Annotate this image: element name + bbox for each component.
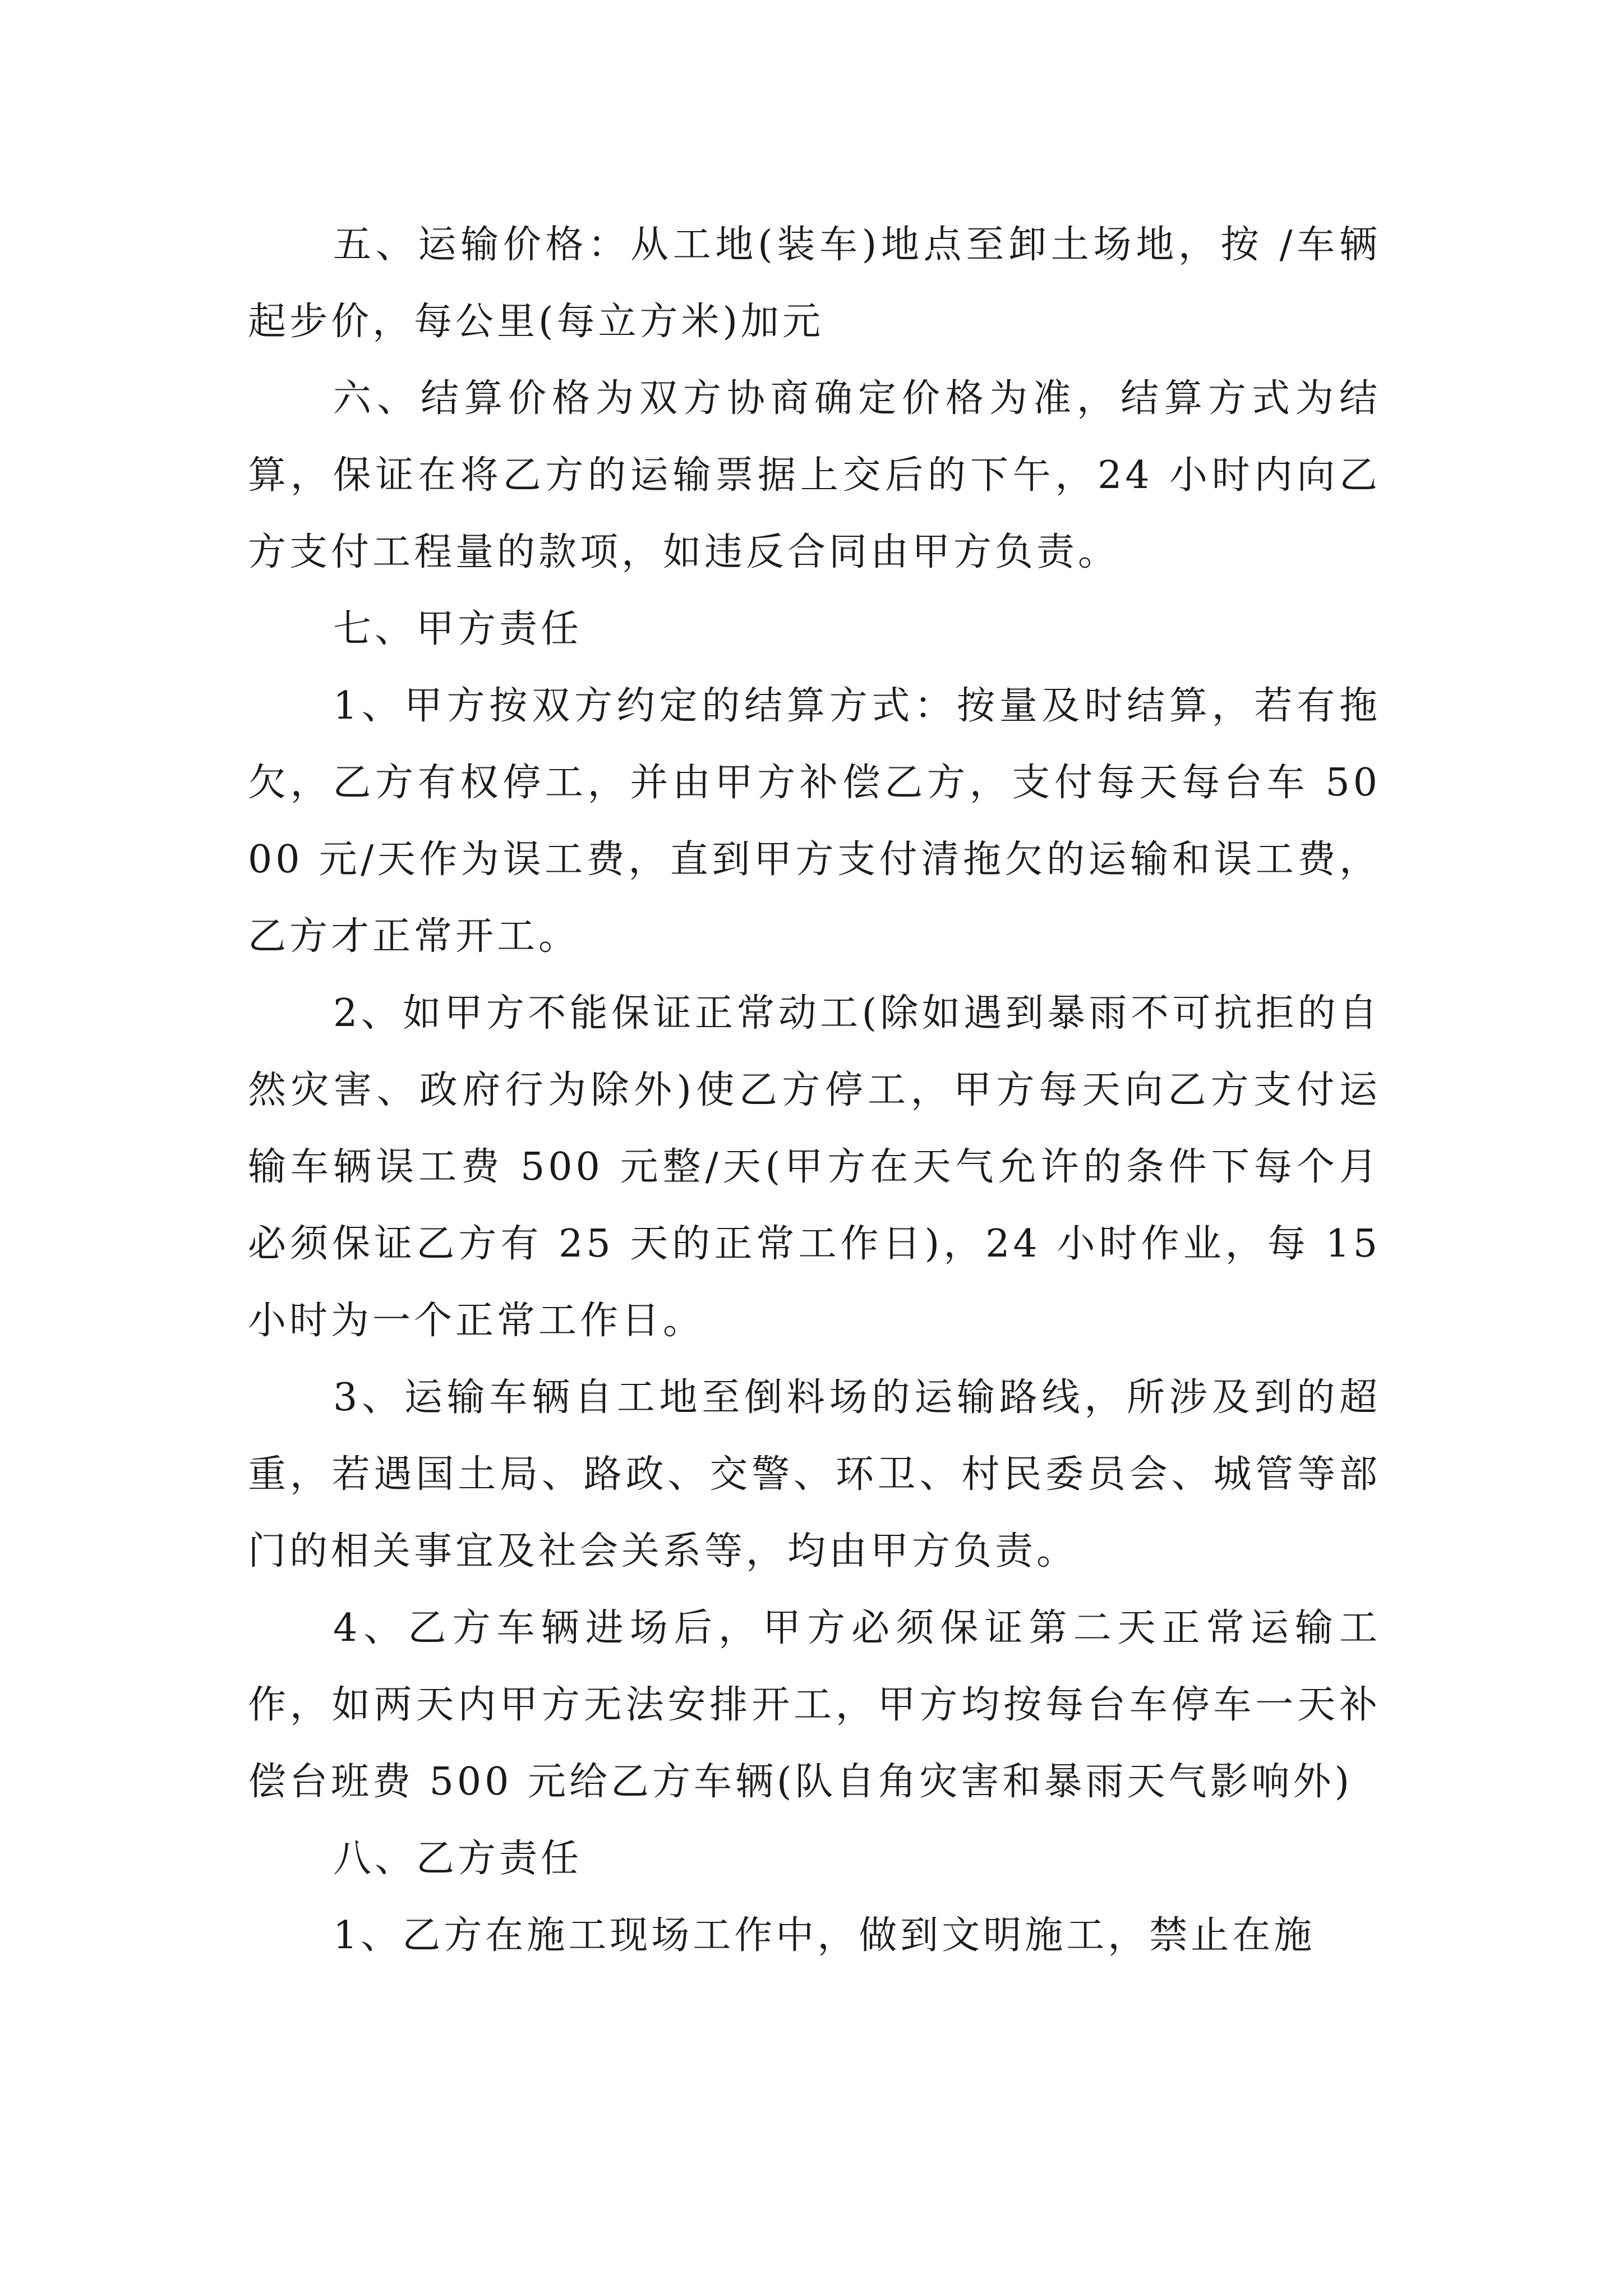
- paragraph-party-b-item-1: 1、乙方在施工现场工作中，做到文明施工，禁止在施: [333, 1913, 1316, 1958]
- paragraph-party-a-item-3: 3、运输车辆自工地至倒料场的运输路线，所涉及到的超重，若遇国土局、路政、交警、环卫、村民委员会、城管等部门的相关事宜及社会关系等，均由甲方负责。: [248, 1375, 1381, 1573]
- paragraph-party-a-item-2: 2、如甲方不能保证正常动工(除如遇到暴雨不可抗拒的自然灾害、政府行为除外)使乙方停工，甲方每天向乙方支付运输车辆误工费 500 元整/天(甲方在天气允许的条件下每个月必须保证乙方有 25 天的正常工作日)，24 小时作业，每 15 小时为一个正常工作日。: [248, 991, 1381, 1343]
- document-body: [248, 206, 1381, 1974]
- paragraph-party-a-item-4: 4、乙方车辆进场后，甲方必须保证第二天正常运输工作，如两天内甲方无法安排开工，甲方均按每台车停车一天补偿台班费 500 元给乙方车辆(队自角灾害和暴雨天气影响外): [248, 1606, 1381, 1804]
- paragraph-party-a-item-1: 1、甲方按双方约定的结算方式：按量及时结算，若有拖欠，乙方有权停工，并由甲方补偿乙方，支付每天每台车 5000 元/天作为误工费，直到甲方支付清拖欠的运输和误工费，乙方才正常开工。: [248, 684, 1381, 959]
- heading-party-a-responsibility: 七、甲方责任: [333, 607, 583, 651]
- heading-party-b-responsibility: 八、乙方责任: [333, 1837, 583, 1881]
- paragraph-settlement: 六、结算价格为双方协商确定价格为准，结算方式为结算，保证在将乙方的运输票据上交后的下午，24 小时内向乙方支付工程量的款项，如违反合同由甲方负责。: [248, 376, 1381, 574]
- paragraph-transport-price: 五、运输价格：从工地(装车)地点至卸土场地，按 /车辆起步价，每公里(每立方米)加元: [248, 223, 1381, 344]
